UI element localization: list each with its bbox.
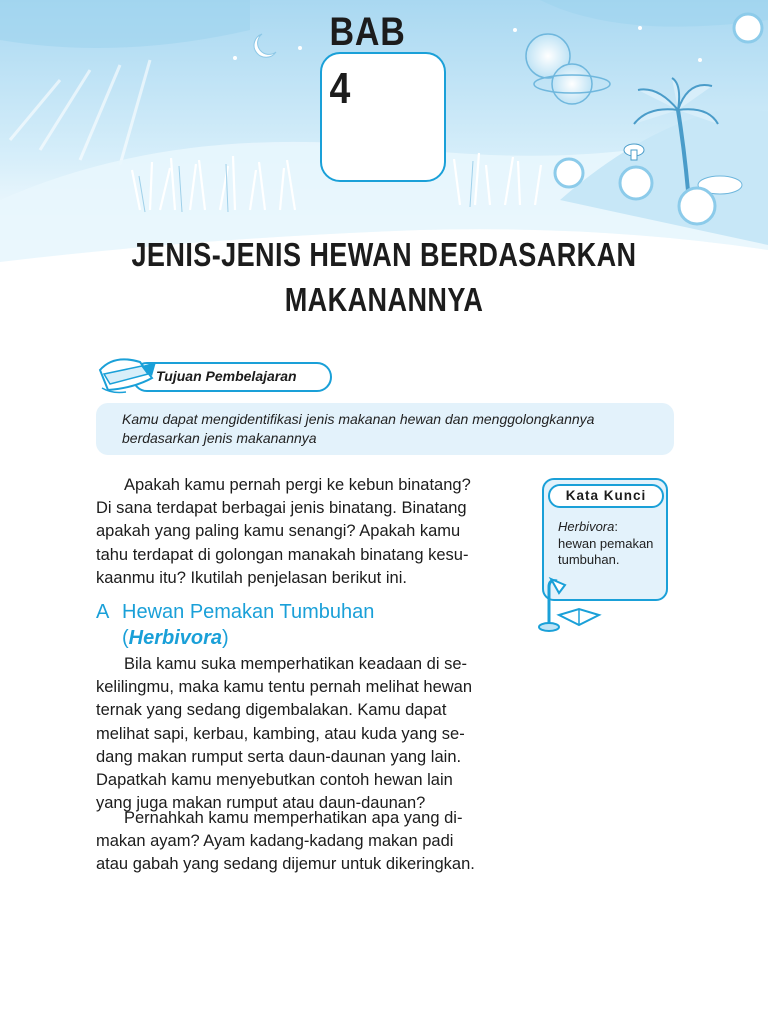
learning-goal-line2: berdasarkan jenis makanannya [122, 430, 317, 446]
key-words-definition [558, 536, 653, 567]
section-letter: A [96, 601, 110, 623]
section-a-paragraph-2 [96, 807, 500, 877]
paragraph-line: dang makan rumput serta daun-daunan yang lain. [96, 747, 462, 766]
key-words-term [558, 519, 618, 534]
section-subtitle-italic: Herbivora [128, 627, 223, 649]
intro-paragraph [96, 474, 500, 590]
section-a-paragraph-1 [96, 653, 500, 815]
intro-line: Apakah kamu pernah pergi ke kebun binatang? [124, 476, 471, 494]
intro-line: Di sana terdapat berbagai jenis binatang. Binatang [96, 499, 467, 518]
paragraph-line: makan ayam? Ayam kadang-kadang makan padi [96, 832, 454, 851]
intro-line: tahu terdapat di golongan manakah binatang kesu- [96, 545, 469, 564]
fountain-pen-icon [94, 348, 164, 400]
learning-goal-line1: Kamu dapat mengidentifikasi jenis makanan hewan dan menggolongkannya [122, 411, 595, 427]
desk-lamp-book-icon [535, 575, 605, 635]
chapter-title-line2: MAKANANNYA [284, 281, 484, 318]
chapter-title [60, 232, 708, 322]
close-paren: ) [222, 627, 229, 649]
chapter-label: BAB [329, 10, 406, 54]
paragraph-line: yang juga makan rumput atau daun-daunan? [96, 794, 426, 813]
learning-goal-text [96, 403, 674, 455]
open-paren: ( [122, 627, 129, 649]
key-term-suffix: : [614, 519, 618, 534]
chapter-title-line1: JENIS-JENIS HEWAN BERDASARKAN [131, 236, 637, 273]
paragraph-line: ternak yang sedang digembalakan. Kamu dapat [96, 701, 447, 720]
key-term: Herbivora [558, 519, 615, 534]
paragraph-line: Pernahkah kamu memperhatikan apa yang di- [124, 809, 463, 827]
intro-line: apakah yang paling kamu senangi? Apakah kamu [96, 522, 461, 541]
intro-line: kaanmu itu? Ikutilah penjelasan berikut ini. [96, 568, 407, 587]
paragraph-line: kelilingmu, maka kamu tentu pernah melihat hewan [96, 678, 473, 697]
paragraph-line: Dapatkah kamu menyebutkan contoh hewan lain [96, 771, 453, 790]
paragraph-line: melihat sapi, kerbau, kambing, atau kuda yang se- [96, 724, 465, 743]
key-words-title: Kata Kunci [565, 488, 647, 503]
learning-goal-label: Tujuan Pembelajaran [156, 368, 297, 384]
key-definition-line1: hewan pemakan [558, 536, 654, 551]
section-title: Hewan Pemakan Tumbuhan [122, 601, 375, 623]
paragraph-line: atau gabah yang sedang dijemur untuk dikeringkan. [96, 855, 475, 874]
chapter-number: 4 [329, 64, 351, 113]
key-definition-line2: tumbuhan. [558, 551, 620, 567]
section-subtitle [122, 626, 229, 651]
paragraph-line: Bila kamu suka memperhatikan keadaan di se- [124, 655, 468, 673]
